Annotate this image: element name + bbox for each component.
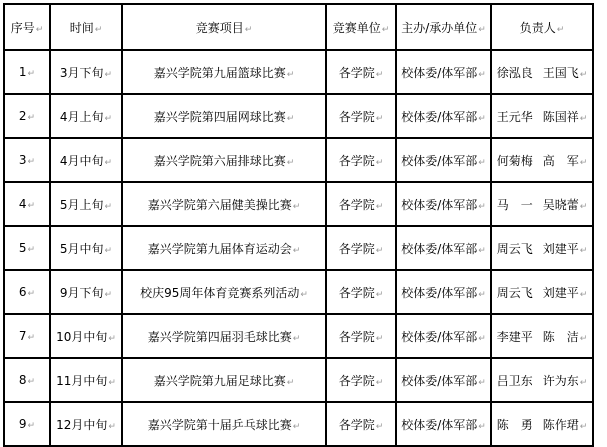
cell-index: 6↵: [4, 270, 50, 314]
cell-event: 嘉兴学院第十届乒乓球比赛↵: [122, 402, 326, 446]
cell-time: 4月上旬↵: [50, 94, 122, 138]
paragraph-mark-icon: ↵: [579, 245, 588, 256]
paragraph-mark-icon: ↵: [108, 421, 116, 432]
cell-event: 校庆95周年体育竞赛系列活动↵: [122, 270, 326, 314]
paragraph-mark-icon: ↵: [579, 201, 588, 212]
cell-unit: 各学院↵: [326, 182, 396, 226]
table-row: [4, 358, 593, 402]
paragraph-mark-icon: ↵: [27, 245, 36, 255]
cell-event: 嘉兴学院第六届健美操比赛↵: [122, 182, 326, 226]
person-secondary: 高 军: [542, 153, 579, 168]
paragraph-mark-icon: ↵: [27, 69, 36, 79]
paragraph-mark-icon: ↵: [292, 333, 301, 344]
cell-person: [491, 358, 593, 402]
cell-index: 8↵: [4, 358, 50, 402]
cell-person: [491, 402, 593, 446]
paragraph-mark-icon: ↵: [556, 24, 565, 35]
cell-person: [491, 138, 593, 182]
cell-time: 4月中旬↵: [50, 138, 122, 182]
cell-time: 12月中旬↵: [50, 402, 122, 446]
cell-event: 嘉兴学院第九届体育运动会↵: [122, 226, 326, 270]
paragraph-mark-icon: ↵: [579, 157, 588, 168]
header-time: 时间↵: [50, 4, 122, 50]
header-unit: 竞赛单位↵: [326, 4, 396, 50]
person-secondary: 刘建平: [542, 241, 579, 256]
cell-organizer: 校体委/体军部↵: [396, 182, 491, 226]
paragraph-mark-icon: ↵: [579, 289, 588, 300]
cell-unit: 各学院↵: [326, 138, 396, 182]
person-secondary: 吴晓蕾: [542, 197, 579, 212]
cell-organizer: 校体委/体军部↵: [396, 226, 491, 270]
paragraph-mark-icon: ↵: [300, 289, 308, 300]
person-secondary: 陈作珺: [542, 417, 579, 432]
header-index: 序号↵: [4, 4, 50, 50]
paragraph-mark-icon: ↵: [286, 113, 295, 124]
table-row: [4, 138, 593, 182]
cell-person: [491, 314, 593, 358]
paragraph-mark-icon: ↵: [27, 333, 36, 343]
paragraph-mark-icon: ↵: [104, 289, 113, 300]
paragraph-mark-icon: ↵: [104, 157, 113, 168]
person-secondary: 王国飞: [542, 65, 579, 80]
cell-index: 3↵: [4, 138, 50, 182]
paragraph-mark-icon: ↵: [27, 113, 36, 123]
paragraph-mark-icon: ↵: [27, 289, 36, 299]
table-row: [4, 314, 593, 358]
cell-event: 嘉兴学院第四届网球比赛↵: [122, 94, 326, 138]
cell-unit: 各学院↵: [326, 270, 396, 314]
paragraph-mark-icon: ↵: [375, 333, 384, 344]
paragraph-mark-icon: ↵: [35, 24, 44, 35]
paragraph-mark-icon: ↵: [478, 377, 486, 388]
cell-unit: 各学院↵: [326, 50, 396, 94]
person-primary: 陈 勇: [496, 417, 533, 432]
person-primary: 马 一: [496, 197, 533, 212]
paragraph-mark-icon: ↵: [104, 201, 113, 212]
paragraph-mark-icon: ↵: [478, 245, 486, 256]
table-row: [4, 270, 593, 314]
cell-event: 嘉兴学院第六届排球比赛↵: [122, 138, 326, 182]
paragraph-mark-icon: ↵: [381, 24, 390, 35]
cell-index: 4↵: [4, 182, 50, 226]
cell-unit: 各学院↵: [326, 94, 396, 138]
paragraph-mark-icon: ↵: [286, 157, 295, 168]
cell-organizer: 校体委/体军部↵: [396, 270, 491, 314]
paragraph-mark-icon: ↵: [108, 333, 116, 344]
paragraph-mark-icon: ↵: [104, 113, 113, 124]
person-primary: 周云飞: [496, 241, 533, 256]
cell-time: 5月上旬↵: [50, 182, 122, 226]
person-secondary: 陈国祥: [542, 109, 579, 124]
paragraph-mark-icon: ↵: [244, 24, 253, 35]
person-secondary: 许为东: [542, 373, 579, 388]
paragraph-mark-icon: ↵: [579, 421, 588, 432]
cell-organizer: 校体委/体军部↵: [396, 138, 491, 182]
person-primary: 王元华: [496, 109, 533, 124]
paragraph-mark-icon: ↵: [104, 245, 113, 256]
paragraph-mark-icon: ↵: [375, 421, 384, 432]
table-header-row: [4, 4, 593, 50]
cell-event: 嘉兴学院第九届足球比赛↵: [122, 358, 326, 402]
cell-event: 嘉兴学院第四届羽毛球比赛↵: [122, 314, 326, 358]
cell-person: [491, 50, 593, 94]
paragraph-mark-icon: ↵: [478, 333, 486, 344]
header-event: 竞赛项目↵: [122, 4, 326, 50]
paragraph-mark-icon: ↵: [375, 377, 384, 388]
paragraph-mark-icon: ↵: [292, 201, 301, 212]
cell-organizer: 校体委/体军部↵: [396, 314, 491, 358]
cell-organizer: 校体委/体军部↵: [396, 50, 491, 94]
cell-event: 嘉兴学院第九届篮球比赛↵: [122, 50, 326, 94]
person-secondary: 刘建平: [542, 285, 579, 300]
paragraph-mark-icon: ↵: [478, 157, 486, 168]
paragraph-mark-icon: ↵: [579, 69, 588, 80]
cell-unit: 各学院↵: [326, 226, 396, 270]
cell-person: [491, 94, 593, 138]
person-primary: 何菊梅: [496, 153, 533, 168]
cell-index: 5↵: [4, 226, 50, 270]
paragraph-mark-icon: ↵: [94, 24, 103, 35]
cell-unit: 各学院↵: [326, 314, 396, 358]
paragraph-mark-icon: ↵: [478, 113, 486, 124]
cell-person: [491, 182, 593, 226]
cell-time: 5月中旬↵: [50, 226, 122, 270]
paragraph-mark-icon: ↵: [579, 333, 588, 344]
paragraph-mark-icon: ↵: [375, 289, 384, 300]
table-row: [4, 94, 593, 138]
paragraph-mark-icon: ↵: [478, 24, 486, 35]
paragraph-mark-icon: ↵: [478, 421, 486, 432]
cell-index: 2↵: [4, 94, 50, 138]
cell-organizer: 校体委/体军部↵: [396, 358, 491, 402]
paragraph-mark-icon: ↵: [375, 245, 384, 256]
paragraph-mark-icon: ↵: [375, 69, 384, 80]
table-row: [4, 402, 593, 446]
paragraph-mark-icon: ↵: [27, 201, 36, 211]
paragraph-mark-icon: ↵: [27, 377, 36, 387]
paragraph-mark-icon: ↵: [478, 201, 486, 212]
paragraph-mark-icon: ↵: [292, 421, 301, 432]
table-row: [4, 50, 593, 94]
paragraph-mark-icon: ↵: [108, 377, 116, 388]
paragraph-mark-icon: ↵: [375, 201, 384, 212]
paragraph-mark-icon: ↵: [286, 377, 295, 388]
person-primary: 徐泓良: [496, 65, 533, 80]
cell-time: 10月中旬↵: [50, 314, 122, 358]
paragraph-mark-icon: ↵: [579, 377, 588, 388]
cell-unit: 各学院↵: [326, 402, 396, 446]
paragraph-mark-icon: ↵: [478, 69, 486, 80]
paragraph-mark-icon: ↵: [104, 69, 113, 80]
person-primary: 李建平: [496, 329, 533, 344]
cell-unit: 各学院↵: [326, 358, 396, 402]
cell-index: 1↵: [4, 50, 50, 94]
paragraph-mark-icon: ↵: [478, 289, 486, 300]
paragraph-mark-icon: ↵: [375, 113, 384, 124]
cell-organizer: 校体委/体军部↵: [396, 402, 491, 446]
cell-time: 9月下旬↵: [50, 270, 122, 314]
cell-person: [491, 270, 593, 314]
paragraph-mark-icon: ↵: [579, 113, 588, 124]
cell-index: 9↵: [4, 402, 50, 446]
paragraph-mark-icon: ↵: [27, 157, 36, 167]
cell-index: 7↵: [4, 314, 50, 358]
table-row: [4, 182, 593, 226]
header-organizer: 主办/承办单位↵: [396, 4, 491, 50]
person-primary: 吕卫东: [496, 373, 533, 388]
header-person: 负责人↵: [491, 4, 593, 50]
paragraph-mark-icon: ↵: [286, 69, 295, 80]
cell-time: 3月下旬↵: [50, 50, 122, 94]
paragraph-mark-icon: ↵: [27, 421, 36, 431]
paragraph-mark-icon: ↵: [375, 157, 384, 168]
event-schedule-table: [3, 3, 594, 447]
person-primary: 周云飞: [496, 285, 533, 300]
cell-time: 11月中旬↵: [50, 358, 122, 402]
person-secondary: 陈 洁: [542, 329, 579, 344]
cell-organizer: 校体委/体军部↵: [396, 94, 491, 138]
table-row: [4, 226, 593, 270]
cell-person: [491, 226, 593, 270]
paragraph-mark-icon: ↵: [292, 245, 301, 256]
